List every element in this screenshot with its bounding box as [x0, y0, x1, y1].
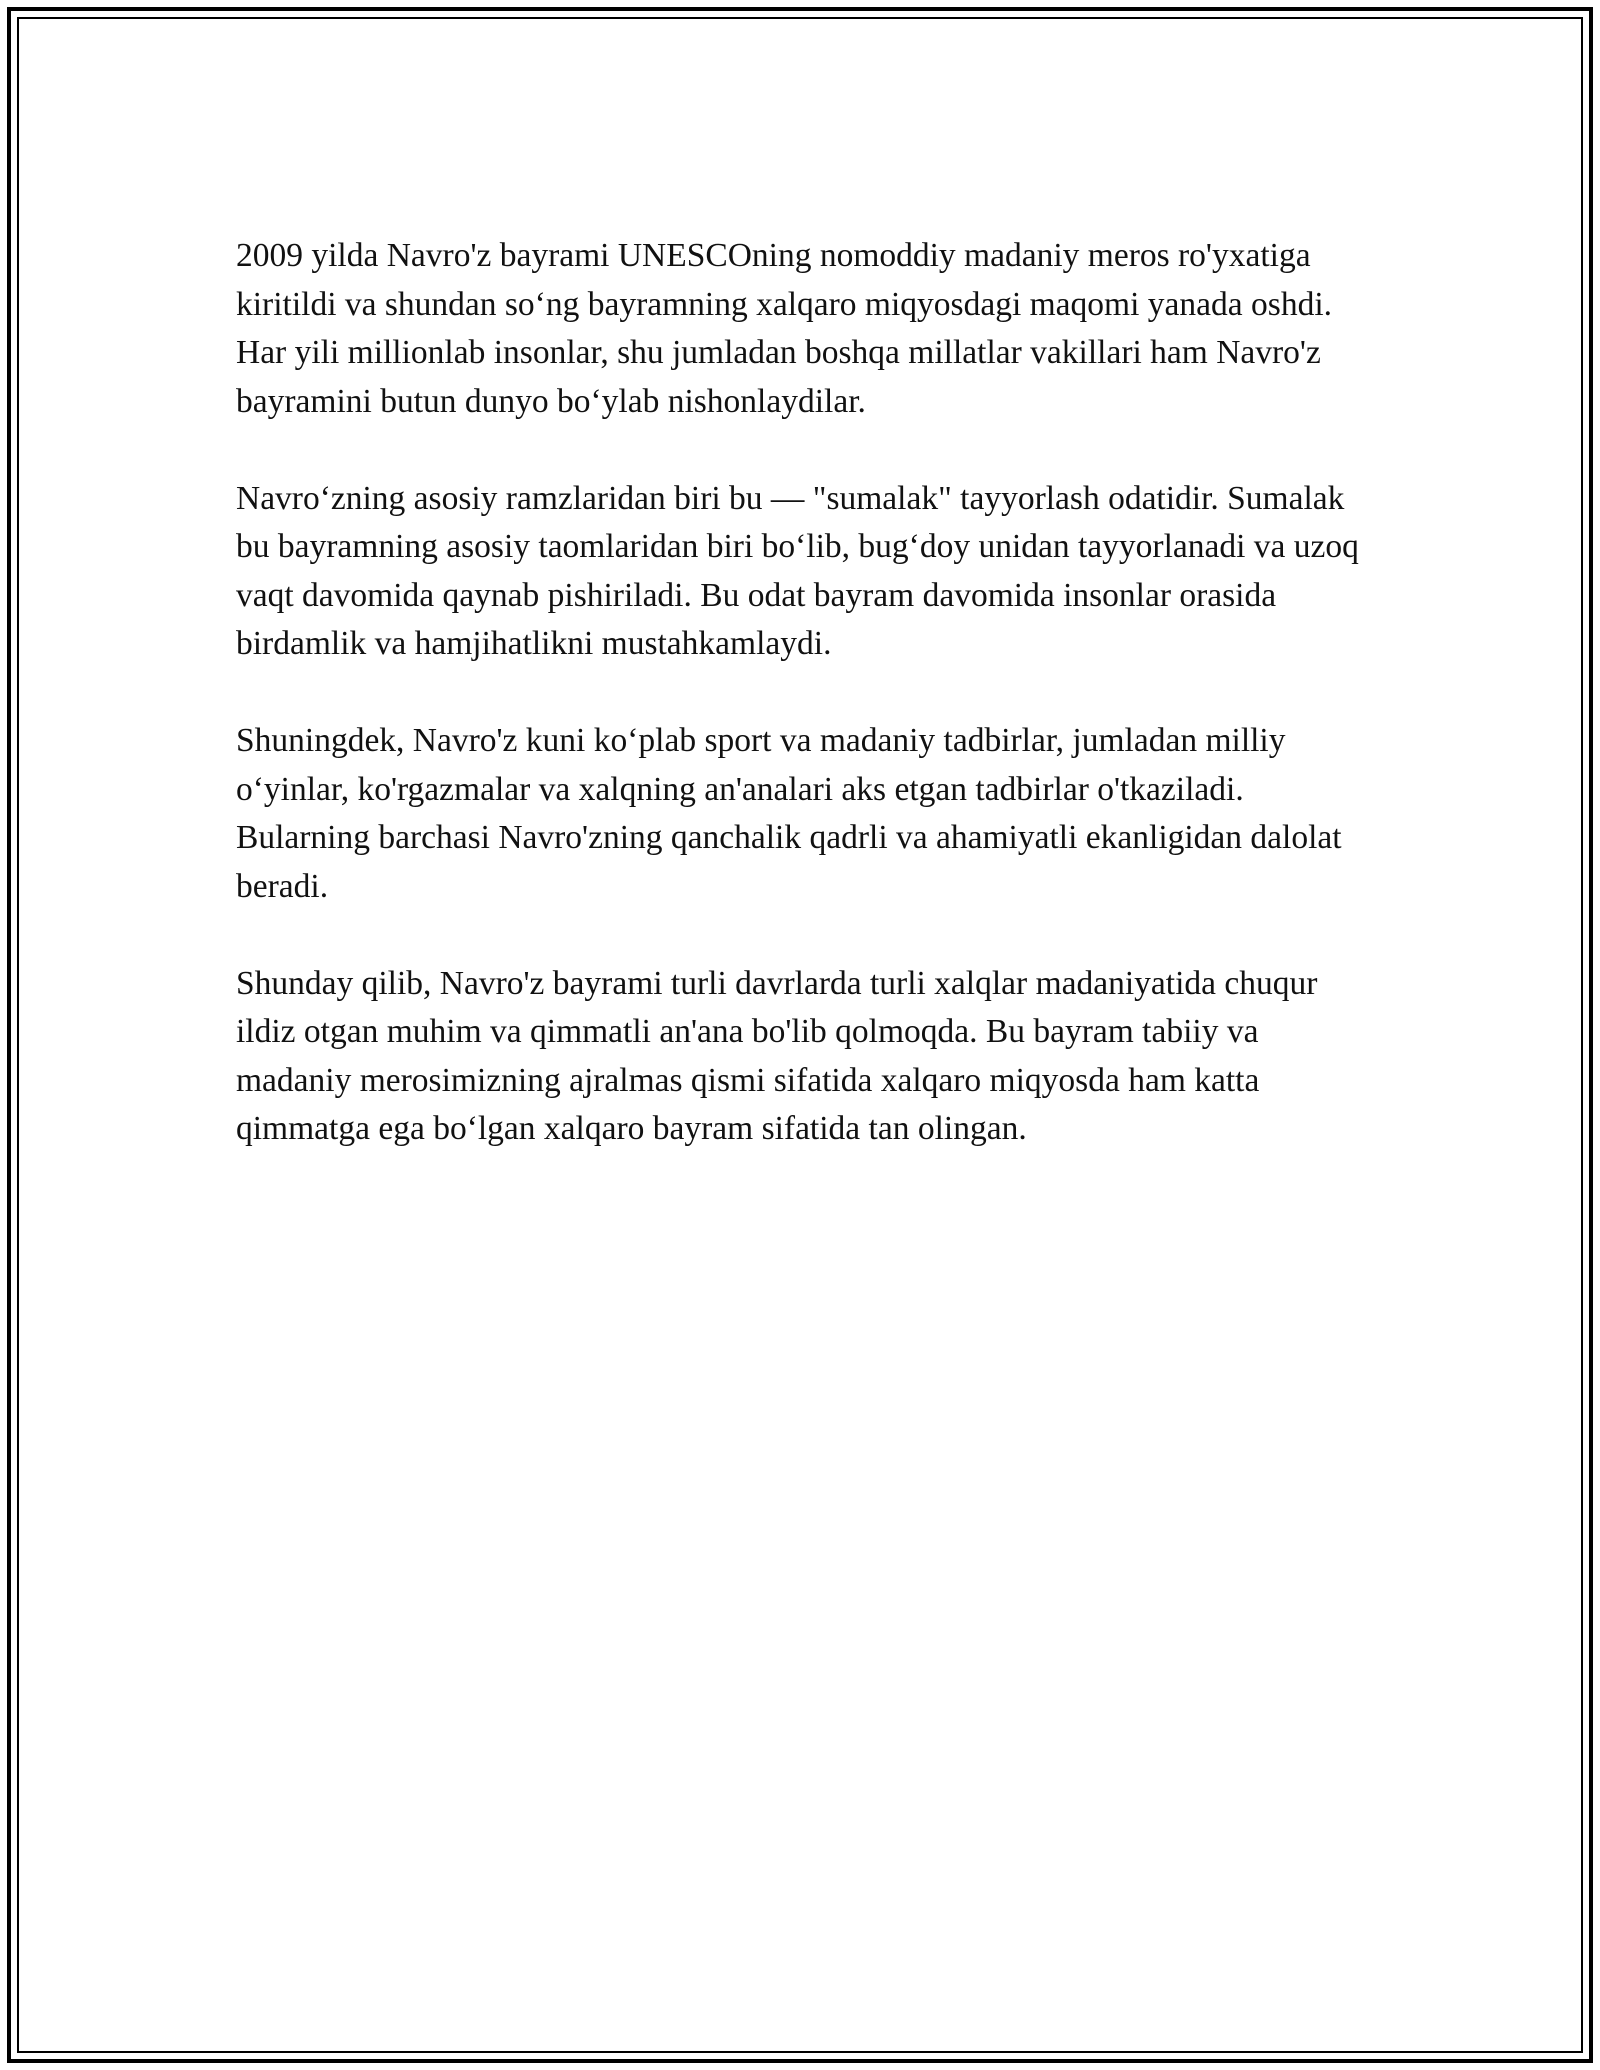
paragraph-events: Shuningdek, Navro'z kuni ko‘plab sport va madaniy tadbirlar, jumladan milliy o‘yinlar, ko'rgazmalar va xalqning an'analari aks etgan tadbirlar o'tkaziladi. Bularning barchasi Navro'zning qanchalik qadrli va ahamiyatli ekanligidan dalolat beradi.: [236, 722, 1342, 905]
document-body: [236, 232, 1366, 1202]
paragraph-sumalak: Navro‘zning asosiy ramzlaridan biri bu — "sumalak" tayyorlash odatidir. Sumalak bu bayramning asosiy taomlaridan biri bo‘lib, bug‘doy unidan tayyorlanadi va uzoq vaqt davomida qaynab pishiriladi. Bu odat bayram davomida insonlar orasida birdamlik va hamjihatlikni mustahkamlaydi.: [236, 479, 1359, 662]
paragraph-unesco: 2009 yilda Navro'z bayrami UNESCOning nomoddiy madaniy meros ro'yxatiga kiritildi va shundan so‘ng bayramning xalqaro miqyosdagi maqomi yanada oshdi. Har yili millionlab insonlar, shu jumladan boshqa millatlar vakillari ham Navro'z bayramini butun dunyo bo‘ylab nishonlaydilar.: [236, 237, 1332, 420]
paragraph-conclusion: Shunday qilib, Navro'z bayrami turli davrlarda turli xalqlar madaniyatida chuqur ildiz otgan muhim va qimmatli an'ana bo'lib qolmoqda. Bu bayram tabiiy va madaniy merosimizning ajralmas qismi sifatida xalqaro miqyosda ham katta qimmatga ega bo‘lgan xalqaro bayram sifatida tan olingan.: [236, 964, 1318, 1147]
